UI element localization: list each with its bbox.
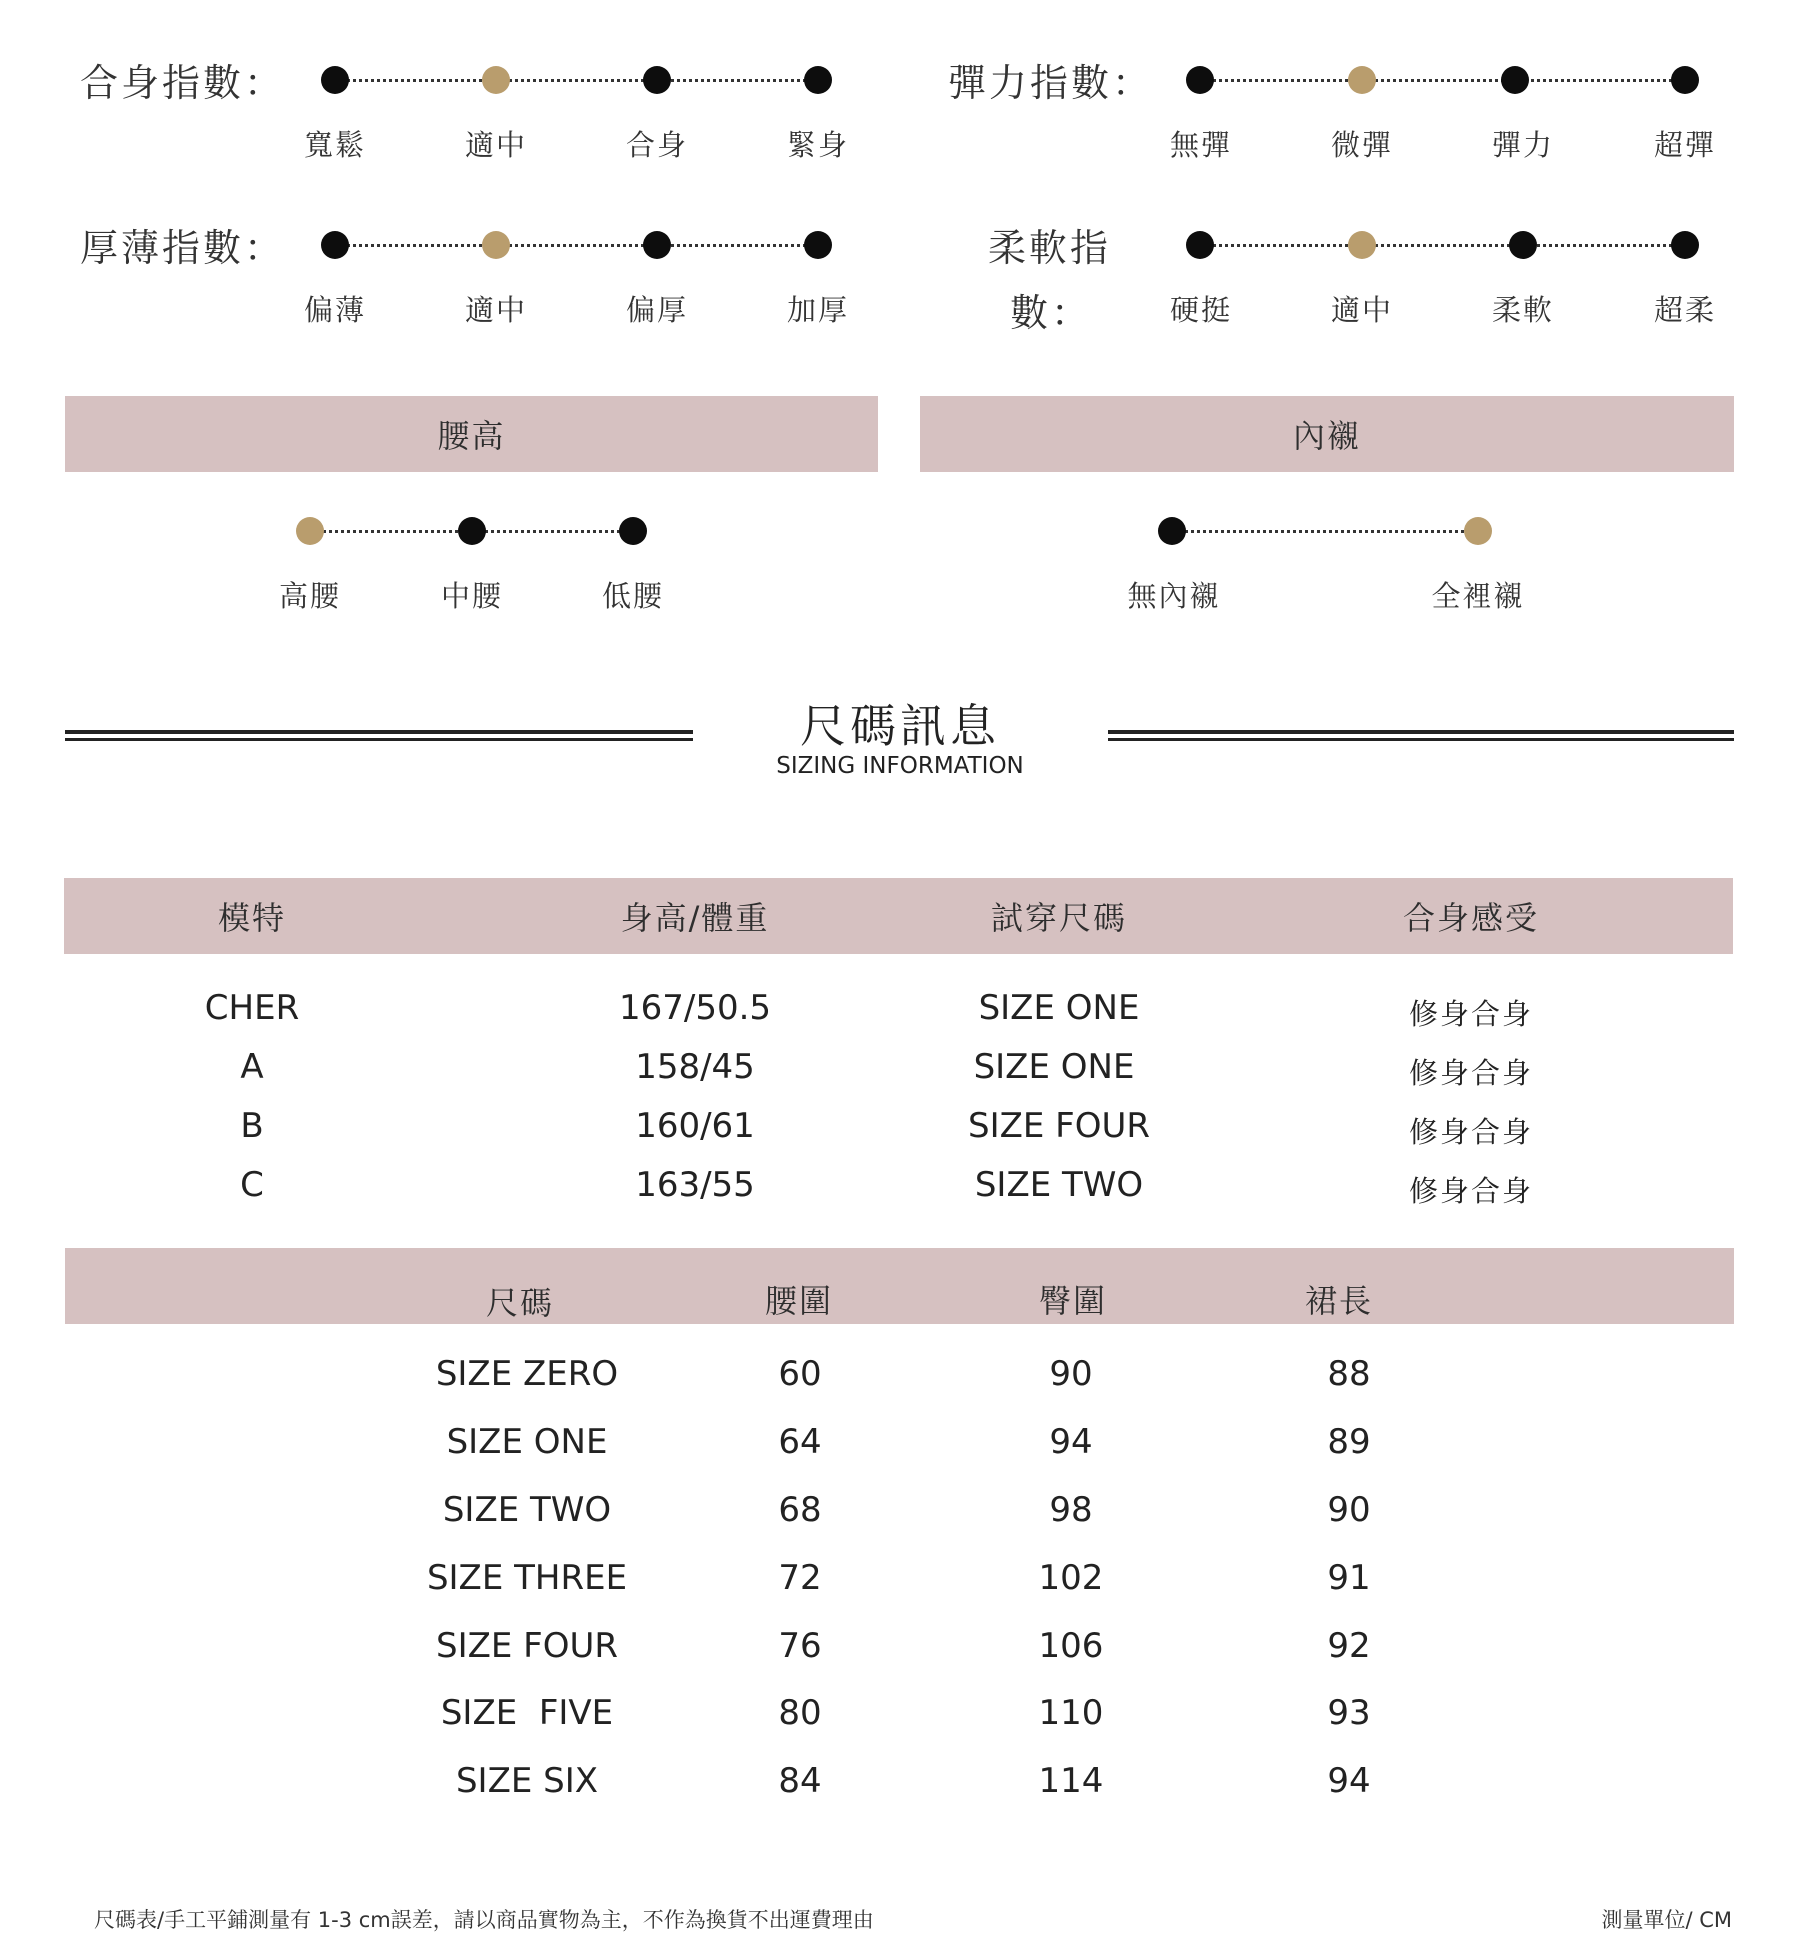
size-col-header-3: 裙長	[1304, 1282, 1374, 1320]
size-col-header-1: 腰圍	[764, 1282, 834, 1320]
size-col-header-0: 尺碼	[485, 1284, 555, 1322]
lining-dot-0[interactable]	[1158, 517, 1186, 545]
thickness-option-3: 加厚	[786, 293, 850, 327]
size-hip: 94	[1049, 1422, 1093, 1462]
size-name: SIZE FIVE	[440, 1693, 614, 1733]
size-length: 93	[1327, 1693, 1371, 1733]
fit-dot-0[interactable]	[321, 66, 349, 94]
size-waist: 68	[778, 1490, 822, 1530]
model-height-weight: 158/45	[635, 1047, 755, 1087]
elasticity-dot-0[interactable]	[1186, 66, 1214, 94]
softness-option-1: 適中	[1330, 293, 1394, 327]
model-height-weight: 163/55	[635, 1165, 755, 1205]
model-name: CHER	[204, 988, 300, 1028]
size-name: SIZE SIX	[455, 1761, 599, 1801]
elasticity-dot-3[interactable]	[1671, 66, 1699, 94]
size-col-header-2: 臀圍	[1038, 1282, 1108, 1320]
size-name: SIZE FOUR	[435, 1626, 619, 1666]
sizing-title: 尺碼訊息	[800, 699, 1000, 753]
model-size: SIZE TWO	[974, 1165, 1144, 1205]
model-name: A	[240, 1047, 264, 1087]
size-waist: 80	[778, 1693, 822, 1733]
size-table-header	[65, 1248, 1734, 1324]
softness-index-label-line1: 柔軟指	[988, 226, 1112, 270]
footer-note: 尺碼表/手工平鋪測量有 1-3 cm誤差，請以商品實物為主，不作為換貨不出運費理由	[94, 1908, 874, 1932]
waist-rise-option-2: 低腰	[601, 579, 665, 613]
model-size: SIZE ONE	[978, 988, 1140, 1028]
softness-dot-1[interactable]	[1348, 231, 1376, 259]
elasticity-option-3: 超彈	[1653, 128, 1717, 162]
model-height-weight: 160/61	[635, 1106, 755, 1146]
size-waist: 72	[778, 1558, 822, 1598]
thickness-dot-2[interactable]	[643, 231, 671, 259]
size-waist: 84	[778, 1761, 822, 1801]
size-hip: 110	[1038, 1693, 1104, 1733]
size-name: SIZE TWO	[442, 1490, 612, 1530]
size-hip: 90	[1049, 1354, 1093, 1394]
waist-rise-option-0: 高腰	[278, 579, 342, 613]
size-name: SIZE ZERO	[435, 1354, 619, 1394]
size-hip: 114	[1038, 1761, 1104, 1801]
waist-rise-dot-2[interactable]	[619, 517, 647, 545]
model-size: SIZE ONE	[973, 1047, 1135, 1087]
thickness-index-label: 厚薄指數：	[80, 226, 286, 270]
fit-dot-1[interactable]	[482, 66, 510, 94]
thickness-dot-1[interactable]	[482, 231, 510, 259]
fit-option-1: 適中	[464, 128, 528, 162]
model-fit: 修身合身	[1408, 1174, 1534, 1208]
elasticity-option-0: 無彈	[1169, 128, 1233, 162]
lining-option-1: 全裡襯	[1431, 579, 1525, 613]
elasticity-option-2: 彈力	[1491, 128, 1555, 162]
elasticity-index-label: 彈力指數：	[948, 61, 1154, 105]
thickness-option-2: 偏厚	[625, 293, 689, 327]
lining-header: 內襯	[920, 396, 1734, 472]
size-hip: 102	[1038, 1558, 1104, 1598]
model-table-header	[64, 878, 1733, 954]
model-fit: 修身合身	[1408, 1115, 1534, 1149]
model-col-header-3: 合身感受	[1402, 899, 1540, 937]
sizing-subtitle: SIZING INFORMATION	[776, 753, 1024, 779]
model-height-weight: 167/50.5	[618, 988, 772, 1028]
size-length: 88	[1327, 1354, 1371, 1394]
softness-option-2: 柔軟	[1491, 293, 1555, 327]
model-name: C	[240, 1165, 264, 1205]
softness-dot-0[interactable]	[1186, 231, 1214, 259]
fit-option-0: 寬鬆	[303, 128, 367, 162]
softness-dot-2[interactable]	[1509, 231, 1537, 259]
thickness-option-1: 適中	[464, 293, 528, 327]
size-name: SIZE THREE	[426, 1558, 628, 1598]
fit-option-3: 緊身	[786, 128, 850, 162]
thickness-dot-3[interactable]	[804, 231, 832, 259]
waist-rise-header: 腰高	[65, 396, 878, 472]
model-fit: 修身合身	[1408, 997, 1534, 1031]
size-hip: 106	[1038, 1626, 1104, 1666]
softness-option-0: 硬挺	[1169, 293, 1233, 327]
thickness-option-0: 偏薄	[303, 293, 367, 327]
lining-option-0: 無內襯	[1127, 579, 1221, 613]
fit-dot-2[interactable]	[643, 66, 671, 94]
size-length: 89	[1327, 1422, 1371, 1462]
size-length: 94	[1327, 1761, 1371, 1801]
size-waist: 76	[778, 1626, 822, 1666]
elasticity-option-1: 微彈	[1330, 128, 1394, 162]
waist-rise-dot-1[interactable]	[458, 517, 486, 545]
elasticity-dot-1[interactable]	[1348, 66, 1376, 94]
size-length: 90	[1327, 1490, 1371, 1530]
lining-dot-1[interactable]	[1464, 517, 1492, 545]
model-name: B	[240, 1106, 264, 1146]
softness-option-3: 超柔	[1653, 293, 1717, 327]
size-waist: 64	[778, 1422, 822, 1462]
softness-dot-3[interactable]	[1671, 231, 1699, 259]
fit-index-label: 合身指數：	[80, 61, 286, 105]
model-size: SIZE FOUR	[967, 1106, 1151, 1146]
size-length: 91	[1327, 1558, 1371, 1598]
footer-unit: 測量單位/ CM	[1601, 1908, 1732, 1932]
model-fit: 修身合身	[1408, 1056, 1534, 1090]
fit-dot-3[interactable]	[804, 66, 832, 94]
size-waist: 60	[778, 1354, 822, 1394]
waist-rise-option-1: 中腰	[440, 579, 504, 613]
model-col-header-0: 模特	[217, 899, 287, 937]
size-hip: 98	[1049, 1490, 1093, 1530]
model-col-header-2: 試穿尺碼	[990, 899, 1128, 937]
fit-option-2: 合身	[625, 128, 689, 162]
waist-rise-dot-0[interactable]	[296, 517, 324, 545]
thickness-dot-0[interactable]	[321, 231, 349, 259]
size-name: SIZE ONE	[446, 1422, 608, 1462]
elasticity-dot-2[interactable]	[1501, 66, 1529, 94]
model-col-header-1: 身高/體重	[620, 899, 770, 937]
softness-index-label-line2: 數：	[1010, 291, 1093, 335]
size-length: 92	[1327, 1626, 1371, 1666]
